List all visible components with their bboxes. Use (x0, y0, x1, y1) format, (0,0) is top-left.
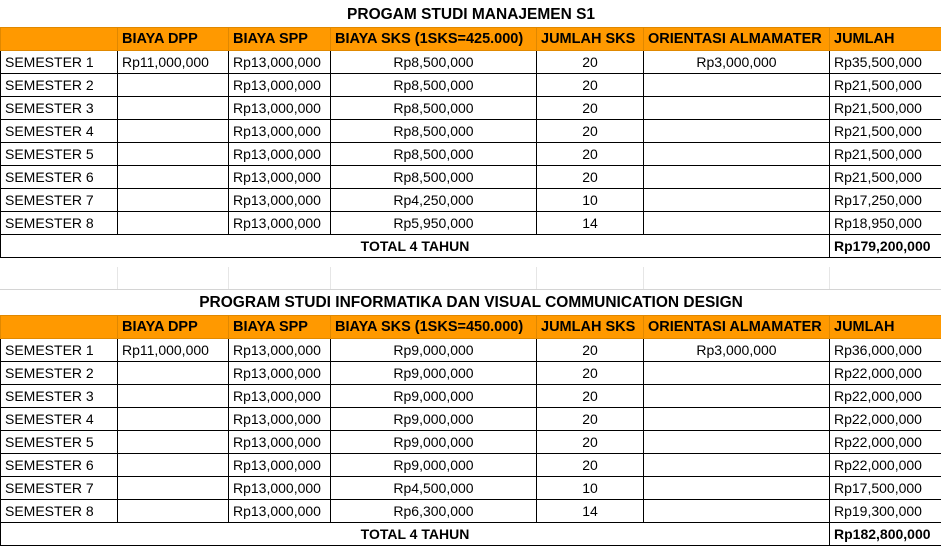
spp-cell[interactable]: Rp13,000,000 (229, 361, 331, 384)
jumlah-cell[interactable]: Rp36,000,000 (830, 338, 941, 361)
semester-cell[interactable]: SEMESTER 1 (1, 50, 118, 73)
jumlah-cell[interactable]: Rp21,500,000 (830, 142, 941, 165)
sks-count-cell[interactable]: 20 (537, 361, 644, 384)
total-label[interactable]: TOTAL 4 TAHUN (1, 234, 830, 257)
spp-cell[interactable]: Rp13,000,000 (229, 211, 331, 234)
blank-spacer-row (0, 267, 941, 290)
jumlah-cell[interactable]: Rp19,300,000 (830, 499, 941, 522)
semester-cell[interactable]: SEMESTER 2 (1, 361, 118, 384)
sks-count-cell[interactable]: 14 (537, 211, 644, 234)
spp-cell[interactable]: Rp13,000,000 (229, 50, 331, 73)
orientasi-cell[interactable] (644, 96, 830, 119)
orientasi-cell[interactable] (644, 188, 830, 211)
table-row (1, 407, 941, 430)
orientasi-cell[interactable] (644, 142, 830, 165)
dpp-cell[interactable] (118, 499, 229, 522)
dpp-cell[interactable] (118, 211, 229, 234)
sks-cost-cell[interactable]: Rp4,500,000 (331, 476, 537, 499)
table-row (1, 96, 941, 119)
header-biaya-dpp[interactable]: BIAYA DPP (118, 315, 229, 338)
jumlah-cell[interactable]: Rp22,000,000 (830, 430, 941, 453)
sks-count-cell[interactable]: 20 (537, 73, 644, 96)
semester-cell[interactable]: SEMESTER 4 (1, 119, 118, 142)
orientasi-cell[interactable] (644, 361, 830, 384)
spp-cell[interactable]: Rp13,000,000 (229, 384, 331, 407)
semester-cell[interactable]: SEMESTER 6 (1, 453, 118, 476)
sks-cost-cell[interactable]: Rp9,000,000 (331, 361, 537, 384)
sks-cost-cell[interactable]: Rp9,000,000 (331, 453, 537, 476)
jumlah-cell[interactable]: Rp22,000,000 (830, 453, 941, 476)
sks-cost-cell[interactable]: Rp5,950,000 (331, 211, 537, 234)
semester-cell[interactable]: SEMESTER 8 (1, 499, 118, 522)
total-row (1, 234, 941, 257)
dpp-cell[interactable] (118, 96, 229, 119)
dpp-cell[interactable] (118, 119, 229, 142)
sks-cost-cell[interactable]: Rp9,000,000 (331, 407, 537, 430)
dpp-cell[interactable] (118, 430, 229, 453)
header-biaya-spp[interactable]: BIAYA SPP (229, 27, 331, 50)
sks-count-cell[interactable]: 10 (537, 188, 644, 211)
jumlah-cell[interactable]: Rp21,500,000 (830, 73, 941, 96)
sks-count-cell[interactable]: 14 (537, 499, 644, 522)
table-row (1, 211, 941, 234)
dpp-cell[interactable] (118, 384, 229, 407)
orientasi-cell[interactable]: Rp3,000,000 (644, 50, 830, 73)
spp-cell[interactable]: Rp13,000,000 (229, 96, 331, 119)
table-row (1, 476, 941, 499)
sks-count-cell[interactable]: 20 (537, 407, 644, 430)
jumlah-cell[interactable]: Rp21,500,000 (830, 96, 941, 119)
table-body (1, 338, 941, 522)
table-row (1, 430, 941, 453)
sks-count-cell[interactable]: 20 (537, 50, 644, 73)
orientasi-cell[interactable] (644, 430, 830, 453)
header-cell-empty[interactable] (1, 315, 118, 338)
jumlah-cell[interactable]: Rp22,000,000 (830, 361, 941, 384)
table-row (1, 119, 941, 142)
semester-cell[interactable]: SEMESTER 6 (1, 165, 118, 188)
table-informatika (0, 292, 941, 546)
jumlah-cell[interactable]: Rp21,500,000 (830, 165, 941, 188)
table-title[interactable]: PROGAM STUDI MANAJEMEN S1 (347, 6, 596, 24)
sks-cost-cell[interactable]: Rp8,500,000 (331, 165, 537, 188)
table-manajemen (0, 4, 941, 258)
spp-cell[interactable]: Rp13,000,000 (229, 73, 331, 96)
sks-count-cell[interactable]: 20 (537, 96, 644, 119)
sks-cost-cell[interactable]: Rp8,500,000 (331, 142, 537, 165)
table-title-row (1, 4, 941, 27)
header-jumlah[interactable]: JUMLAH (830, 27, 941, 50)
total-label[interactable]: TOTAL 4 TAHUN (1, 522, 830, 545)
orientasi-cell[interactable] (644, 499, 830, 522)
sks-cost-cell[interactable]: Rp8,500,000 (331, 119, 537, 142)
jumlah-cell[interactable]: Rp22,000,000 (830, 384, 941, 407)
semester-cell[interactable]: SEMESTER 7 (1, 188, 118, 211)
sks-count-cell[interactable]: 10 (537, 476, 644, 499)
sks-count-cell[interactable]: 20 (537, 165, 644, 188)
semester-cell[interactable]: SEMESTER 2 (1, 73, 118, 96)
semester-cell[interactable]: SEMESTER 7 (1, 476, 118, 499)
spp-cell[interactable]: Rp13,000,000 (229, 499, 331, 522)
table-row (1, 73, 941, 96)
orientasi-cell[interactable] (644, 73, 830, 96)
sks-cost-cell[interactable]: Rp4,250,000 (331, 188, 537, 211)
header-orientasi[interactable]: ORIENTASI ALMAMATER (644, 315, 830, 338)
orientasi-cell[interactable] (644, 407, 830, 430)
sks-count-cell[interactable]: 20 (537, 384, 644, 407)
orientasi-cell[interactable] (644, 453, 830, 476)
table-row (1, 361, 941, 384)
sks-count-cell[interactable]: 20 (537, 338, 644, 361)
header-biaya-dpp[interactable]: BIAYA DPP (118, 27, 229, 50)
table-row (1, 165, 941, 188)
spp-cell[interactable]: Rp13,000,000 (229, 453, 331, 476)
table-row (1, 50, 941, 73)
semester-cell[interactable]: SEMESTER 4 (1, 407, 118, 430)
header-row (1, 315, 941, 338)
jumlah-cell[interactable]: Rp17,250,000 (830, 188, 941, 211)
table-row (1, 338, 941, 361)
semester-cell[interactable]: SEMESTER 1 (1, 338, 118, 361)
semester-cell[interactable]: SEMESTER 5 (1, 430, 118, 453)
sks-cost-cell[interactable]: Rp8,500,000 (331, 73, 537, 96)
table-row (1, 142, 941, 165)
table-title-row (1, 292, 941, 315)
dpp-cell[interactable] (118, 361, 229, 384)
total-value[interactable]: Rp179,200,000 (830, 234, 941, 257)
table-row (1, 188, 941, 211)
orientasi-cell[interactable] (644, 384, 830, 407)
sks-cost-cell[interactable]: Rp9,000,000 (331, 338, 537, 361)
spp-cell[interactable]: Rp13,000,000 (229, 430, 331, 453)
total-value[interactable]: Rp182,800,000 (830, 522, 941, 545)
jumlah-cell[interactable]: Rp21,500,000 (830, 119, 941, 142)
sks-cost-cell[interactable]: Rp6,300,000 (331, 499, 537, 522)
sks-count-cell[interactable]: 20 (537, 453, 644, 476)
sks-cost-cell[interactable]: Rp9,000,000 (331, 384, 537, 407)
dpp-cell[interactable] (118, 188, 229, 211)
sks-cost-cell[interactable]: Rp8,500,000 (331, 50, 537, 73)
header-cell-empty[interactable] (1, 27, 118, 50)
spp-cell[interactable]: Rp13,000,000 (229, 476, 331, 499)
header-biaya-sks[interactable]: BIAYA SKS (1SKS=450.000) (331, 315, 537, 338)
sks-count-cell[interactable]: 20 (537, 119, 644, 142)
header-biaya-sks[interactable]: BIAYA SKS (1SKS=425.000) (331, 27, 537, 50)
jumlah-cell[interactable]: Rp22,000,000 (830, 407, 941, 430)
orientasi-cell[interactable] (644, 476, 830, 499)
orientasi-cell[interactable] (644, 165, 830, 188)
table-row (1, 384, 941, 407)
semester-cell[interactable]: SEMESTER 3 (1, 384, 118, 407)
table-row (1, 453, 941, 476)
total-row (1, 522, 941, 545)
header-row (1, 27, 941, 50)
spp-cell[interactable]: Rp13,000,000 (229, 188, 331, 211)
orientasi-cell[interactable] (644, 211, 830, 234)
header-jumlah[interactable]: JUMLAH (830, 315, 941, 338)
spp-cell[interactable]: Rp13,000,000 (229, 142, 331, 165)
spp-cell[interactable]: Rp13,000,000 (229, 407, 331, 430)
sks-cost-cell[interactable]: Rp8,500,000 (331, 96, 537, 119)
dpp-cell[interactable] (118, 73, 229, 96)
dpp-cell[interactable] (118, 476, 229, 499)
header-orientasi[interactable]: ORIENTASI ALMAMATER (644, 27, 830, 50)
sks-cost-cell[interactable]: Rp9,000,000 (331, 430, 537, 453)
semester-cell[interactable]: SEMESTER 3 (1, 96, 118, 119)
spp-cell[interactable]: Rp13,000,000 (229, 165, 331, 188)
header-biaya-spp[interactable]: BIAYA SPP (229, 315, 331, 338)
semester-cell[interactable]: SEMESTER 5 (1, 142, 118, 165)
dpp-cell[interactable]: Rp11,000,000 (118, 338, 229, 361)
table-title[interactable]: PROGRAM STUDI INFORMATIKA DAN VISUAL COMMUNICATION DESIGN (199, 294, 743, 312)
header-jumlah-sks[interactable]: JUMLAH SKS (537, 27, 644, 50)
orientasi-cell[interactable]: Rp3,000,000 (644, 338, 830, 361)
header-jumlah-sks[interactable]: JUMLAH SKS (537, 315, 644, 338)
table-body (1, 50, 941, 234)
sks-count-cell[interactable]: 20 (537, 142, 644, 165)
jumlah-cell[interactable]: Rp35,500,000 (830, 50, 941, 73)
dpp-cell[interactable] (118, 453, 229, 476)
dpp-cell[interactable]: Rp11,000,000 (118, 50, 229, 73)
spp-cell[interactable]: Rp13,000,000 (229, 119, 331, 142)
jumlah-cell[interactable]: Rp17,500,000 (830, 476, 941, 499)
semester-cell[interactable]: SEMESTER 8 (1, 211, 118, 234)
sks-count-cell[interactable]: 20 (537, 430, 644, 453)
orientasi-cell[interactable] (644, 119, 830, 142)
dpp-cell[interactable] (118, 142, 229, 165)
jumlah-cell[interactable]: Rp18,950,000 (830, 211, 941, 234)
dpp-cell[interactable] (118, 407, 229, 430)
spp-cell[interactable]: Rp13,000,000 (229, 338, 331, 361)
table-row (1, 499, 941, 522)
dpp-cell[interactable] (118, 165, 229, 188)
